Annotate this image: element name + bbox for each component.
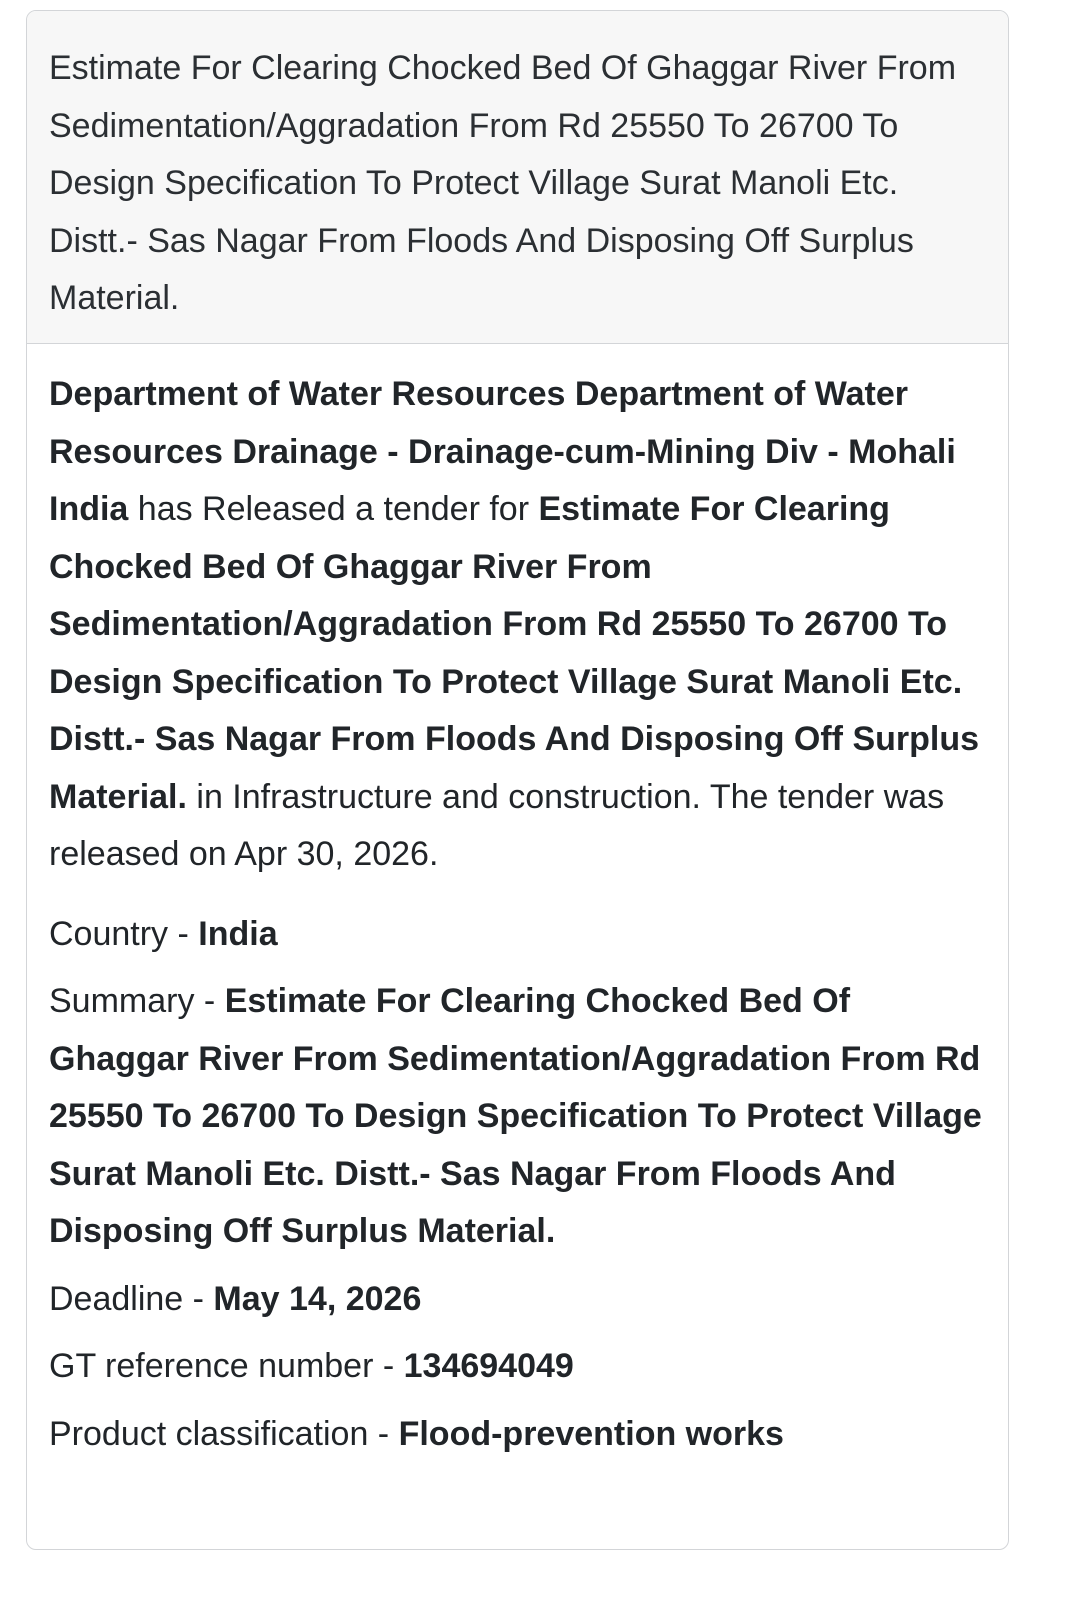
product-classification-label: Product classification - [49, 1414, 399, 1453]
deadline-value: May 14, 2026 [213, 1279, 422, 1318]
summary-value: Estimate For Clearing Chocked Bed Of Ghaggar River From Sedimentation/Aggradation From Rd 25550 To 26700 To Design Specification To Protect Village Surat Manoli Etc. Distt.- Sas Nagar From Floods And Disposing Off Surplus Material. [49, 982, 982, 1250]
gt-reference-label: GT reference number - [49, 1347, 404, 1385]
tender-card-body [27, 344, 1008, 1463]
tender-title-inline: Estimate For Clearing Chocked Bed Of Ghaggar River From Sedimentation/Aggradation From Rd 25550 To 26700 To Design Specification To Protect Village Surat Manoli Etc. Distt.- Sas Nagar From Floods And Disposing Off Surplus Material. [49, 490, 980, 816]
deadline-label: Deadline - [49, 1279, 214, 1318]
product-classification-value: Flood-prevention works [398, 1414, 784, 1453]
issuer-name: Department of Water Resources Department of Water Resources Drainage - Drainage-cum-Mining Div - Mohali India [49, 375, 956, 528]
tender-card-header [27, 11, 1008, 344]
country-label: Country - [49, 914, 199, 953]
deadline-field [49, 1271, 986, 1329]
tender-description [49, 366, 986, 884]
country-field [49, 906, 986, 964]
summary-label: Summary - [49, 982, 225, 1020]
released-text: has Released a tender for [128, 490, 539, 528]
gt-reference-value: 134694049 [403, 1347, 574, 1385]
sector-release-text: in Infrastructure and construction. The tender was released on Apr 30, 2026. [49, 777, 945, 873]
country-value: India [198, 914, 278, 953]
summary-field [49, 973, 986, 1261]
gt-reference-field [49, 1338, 986, 1396]
product-classification-field [49, 1406, 986, 1464]
tender-card [26, 10, 1009, 1550]
tender-title: Estimate For Clearing Chocked Bed Of Ghaggar River From Sedimentation/Aggradation From Rd 25550 To 26700 To Design Specification To Protect Village Surat Manoli Etc. Distt.- Sas Nagar From Floods And Disposing Off Surplus Material. [49, 49, 957, 317]
